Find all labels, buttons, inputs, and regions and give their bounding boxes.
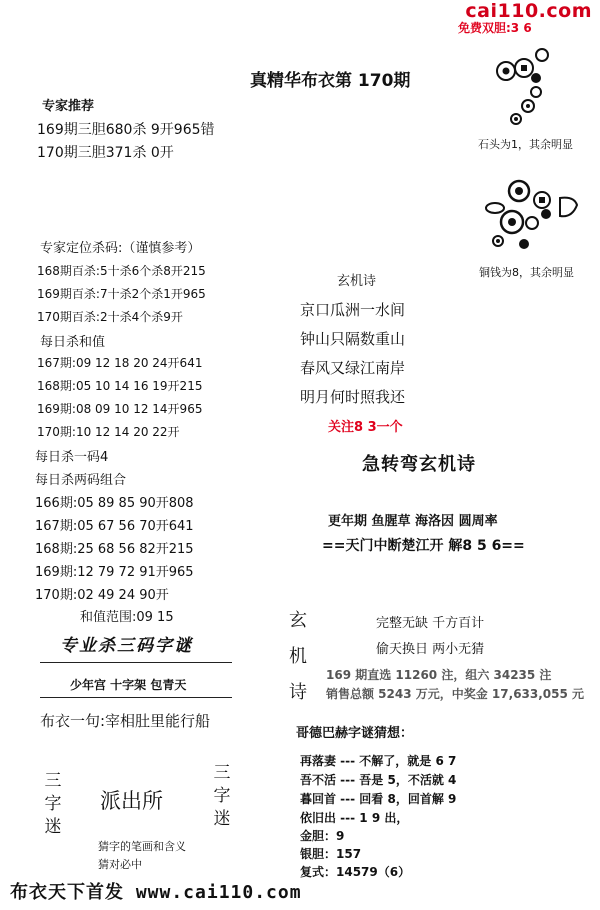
goethe-line-5: 金胆：9 [300,829,345,843]
daily-kill-two-line-5: 170期:02 49 24 90开 [35,588,169,603]
goethe-line-1: 再落妻 --- 不解了，就是 6 7 [300,754,457,768]
daily-kill-two-heading: 每日杀两码组合 [35,473,127,488]
goethe-line-4: 依旧出 --- 1 9 出， [300,811,409,825]
goethe-line-7: 复式：14579（6） [300,865,411,879]
sum-range: 和值范围:09 15 [80,610,174,625]
expert-line-1: 169期三胆680杀 9开965错 [37,122,215,138]
sales-line-2: 销售总额 5243 万元，中奖金 17,633,055 元 [326,687,585,701]
three-word-right: 三字迷 [213,763,231,829]
daily-kill-two-line-4: 169期:12 79 72 91开965 [35,565,194,580]
poem-line-2: 钟山只隔数重山 [300,330,406,348]
daily-sum-kill-line-2: 168期:05 10 14 16 19开215 [37,379,203,393]
daily-sum-kill-heading: 每日杀和值 [40,335,106,350]
stone-label-1: 石头为1，其余明显 [478,138,573,151]
riddle-title: 专业杀三码字谜 [60,636,193,656]
footer: 布衣天下首发 www.cai110.com [10,882,302,903]
xuanji-line-2: 偷天换日 两小无猜 [376,642,485,657]
goethe-heading: 哥德巴赫字谜猜想： [296,726,414,741]
daily-sum-kill-line-1: 167期:09 12 18 20 24开641 [37,356,203,370]
position-kill-line-2: 169期百杀:7十杀2个杀1开965 [37,287,206,301]
position-kill-line-1: 168期百杀:5十杀6个杀8开215 [37,264,206,278]
guess-note-2: 猜对必中 [98,858,142,871]
poem-line-4: 明月何时照我还 [300,388,406,406]
position-kill-heading: 专家定位杀码:（谨慎参考） [40,241,201,256]
divider-2 [40,697,232,698]
riddle-line: 少年宫 十字架 包青天 [70,678,187,692]
daily-sum-kill-line-4: 170期:10 12 14 20 22开 [37,425,180,439]
three-word-left: 三字迷 [44,771,62,837]
sales-line-1: 169 期直选 11260 注，组六 34235 注 [326,668,552,682]
goethe-line-2: 吾不活 --- 吾是 5，不活就 4 [300,773,457,787]
guess-note-1: 猜字的笔画和含义 [98,840,186,853]
turn-poem-title: 急转弯玄机诗 [362,454,476,475]
goethe-line-3: 暮回首 --- 回看 8，回首解 9 [300,792,457,806]
expert-heading: 专家推荐 [42,99,95,114]
daily-kill-two-line-1: 166期:05 89 85 90开808 [35,496,194,511]
position-kill-line-3: 170期百杀:2十杀4个杀9开 [37,310,183,324]
daily-kill-one: 每日杀一码4 [35,450,109,465]
free-double-badge: 免费双胆:3 6 [458,21,532,35]
daily-kill-two-line-2: 167期:05 67 56 70开641 [35,519,194,534]
poem-line-3: 春风又绿江南岸 [300,359,406,377]
stone-coin-figure-2 [482,178,582,256]
stone-label-2: 铜钱为8，其余明显 [479,266,574,279]
daily-sum-kill-line-3: 169期:08 09 10 12 14开965 [37,402,203,416]
poem-heading: 玄机诗 [337,274,377,289]
buyi-line: 布衣一句:宰相肚里能行船 [40,712,211,730]
divider-1 [40,662,232,663]
xuanji-vertical: 玄机诗 [289,610,307,703]
page-title: 真精华布衣第 170期 [250,71,411,91]
riddle2-line-1: 更年期 鱼腥草 海洛因 圆周率 [328,514,498,529]
goethe-line-6: 银胆：157 [300,847,362,861]
focus-text: 关注8 3一个 [328,420,403,435]
poem-line-1: 京口瓜洲一水间 [300,301,406,319]
xuanji-line-1: 完整无缺 千方百计 [376,616,485,631]
riddle2-line-2: ==天门中断楚江开 解8 5 6== [322,538,525,554]
expert-line-2: 170期三胆371杀 0开 [37,145,174,161]
daily-kill-two-line-3: 168期:25 68 56 82开215 [35,542,194,557]
brand-logo: cai110.com [465,0,592,22]
stone-coin-figure-1 [492,42,564,127]
three-word-main: 派出所 [100,789,163,813]
